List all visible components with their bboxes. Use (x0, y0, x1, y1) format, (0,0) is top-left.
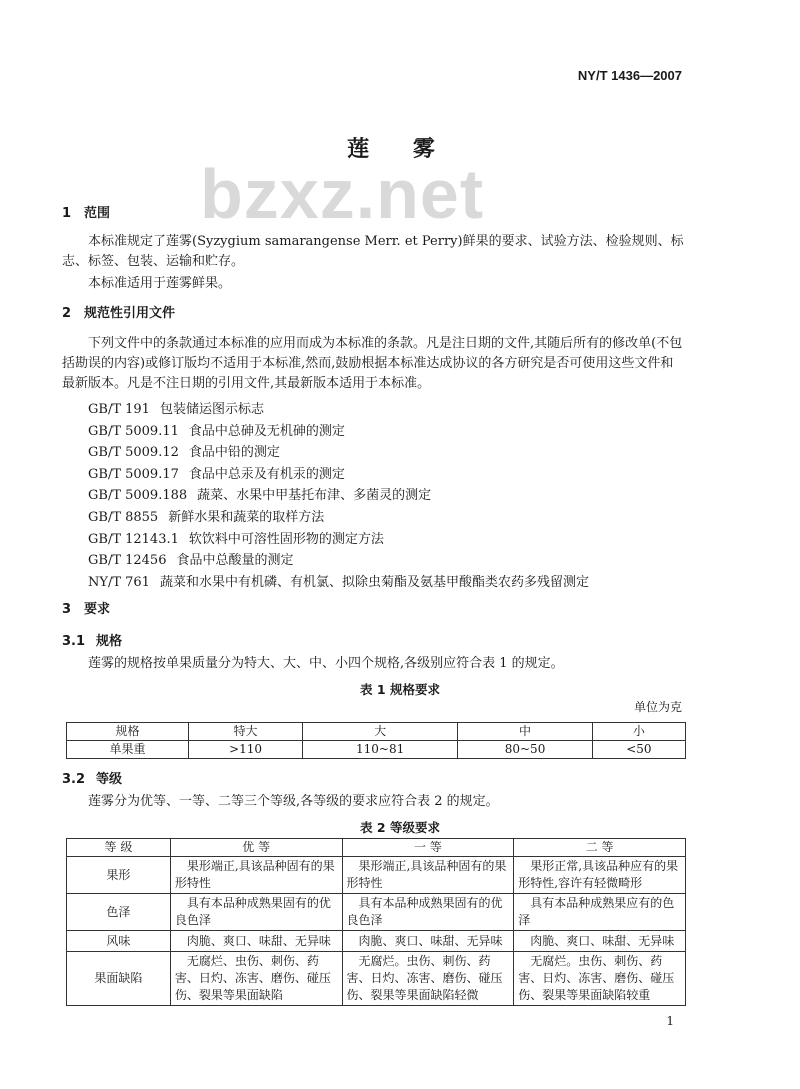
section-number: 3 (62, 602, 72, 617)
paragraph-grades: 莲雾分为优等、一等、二等三个等级,各等级的要求应符合表 2 的规定。 (88, 794, 499, 809)
table-header-cell: 小 (592, 723, 685, 741)
table-cell: 具有本品种成熟果固有的优良色泽 (170, 894, 342, 931)
table-header-cell: 中 (458, 723, 593, 741)
reference-name: 食品中总酸量的测定 (176, 553, 294, 569)
table-cell: 果形正常,具该品种应有的果形特性,容许有轻微畸形 (514, 857, 686, 894)
table-cell: 果形 (67, 857, 171, 894)
reference-code: GB/T 191 (88, 402, 150, 417)
table-cell: 风味 (67, 931, 171, 952)
table-cell: 果形端正,具该品种固有的果形特性 (342, 857, 514, 894)
table-header-cell: 二 等 (514, 839, 686, 857)
table-header-cell: 特大 (189, 723, 303, 741)
table-cell: 肉脆、爽口、味甜、无异味 (170, 931, 342, 952)
table-header-cell: 等 级 (67, 839, 171, 857)
reference-name: 新鲜水果和蔬菜的取样方法 (168, 509, 325, 525)
standard-number: NY/T 1436—2007 (577, 68, 682, 83)
table-header-row (67, 839, 686, 857)
table-row (67, 741, 686, 759)
table-cell: 色泽 (67, 894, 171, 931)
reference-code: GB/T 5009.12 (88, 445, 179, 461)
paragraph-specification: 莲雾的规格按单果质量分为特大、大、中、小四个规格,各级别应符合表 1 的规定。 (88, 656, 564, 671)
reference-name: 包装储运图示标志 (159, 402, 264, 417)
paragraph-references-intro: 下列文件中的条款通过本标准的应用而成为本标准的条款。凡是注日期的文件,其随后所有的修改单(不包括勘误的内容)或修订版均不适用于本标准,然而,鼓励根据本标准达成协议的各方研究是否可使用这些文件和最新版本。凡是不注日期的引用文件,其最新版本适用于本标准。 (62, 336, 683, 392)
reference-name: 软饮料中可溶性固形物的测定方法 (188, 531, 384, 547)
reference-code: GB/T 5009.188 (88, 488, 188, 504)
section-heading-specification (62, 632, 122, 652)
table-cell: 具有本品种成熟果固有的优良色泽 (342, 894, 514, 931)
document-title: 莲 雾 (347, 137, 453, 162)
section-number: 2 (62, 306, 72, 321)
section-number: 3.1 (62, 634, 86, 649)
table-cell: 无腐烂。虫伤、刺伤、药害、日灼、冻害、磨伤、碰压伤、裂果等果面缺陷轻微 (342, 952, 514, 1006)
reference-item (88, 443, 589, 465)
table-row (67, 931, 686, 952)
section-number: 3.2 (62, 772, 86, 787)
table-header-cell: 规格 (67, 723, 189, 741)
grade-table (66, 838, 686, 1006)
page-number: 1 (666, 1014, 674, 1028)
table-cell: 果面缺陷 (67, 952, 171, 1006)
section-number: 1 (62, 206, 72, 221)
reference-name: 食品中总汞及有机汞的测定 (188, 466, 345, 482)
reference-code: NY/T 761 (88, 574, 150, 590)
table-header-row (67, 723, 686, 741)
section-title: 规格 (96, 634, 123, 649)
table2-caption: 表 2 等级要求 (360, 820, 440, 835)
reference-name: 蔬菜、水果中甲基托布津、多菌灵的测定 (197, 488, 432, 504)
section-heading-grades (62, 770, 122, 790)
specification-table (66, 722, 686, 759)
reference-item (88, 573, 589, 595)
table-cell: 80~50 (458, 741, 593, 759)
reference-code: GB/T 8855 (88, 509, 159, 525)
table-row (67, 952, 686, 1006)
section-title: 要求 (84, 602, 111, 617)
table-cell: 无腐烂。虫伤、刺伤、药害、日灼、冻害、磨伤、碰压伤、裂果等果面缺陷较重 (514, 952, 686, 1006)
reference-name: 蔬菜和水果中有机磷、有机氯、拟除虫菊酯及氨基甲酸酯类农药多残留测定 (159, 574, 589, 590)
section-heading-scope (62, 204, 110, 224)
reference-code: GB/T 12456 (88, 553, 167, 569)
table-header-cell: 大 (302, 723, 457, 741)
table-cell: <50 (592, 741, 685, 759)
reference-code: GB/T 5009.11 (88, 423, 179, 439)
reference-name: 食品中铅的测定 (188, 445, 280, 461)
reference-code: GB/T 12143.1 (88, 531, 179, 547)
reference-item (88, 400, 589, 422)
table-cell: 肉脆、爽口、味甜、无异味 (514, 931, 686, 952)
table-header-cell: 优 等 (170, 839, 342, 857)
table-cell: 具有本品种成熟果应有的色泽 (514, 894, 686, 931)
reference-item (88, 422, 589, 444)
reference-list (88, 400, 589, 594)
section-heading-requirements (62, 600, 110, 620)
table-cell: 单果重 (67, 741, 189, 759)
paragraph-applicability: 本标准适用于莲雾鲜果。 (88, 276, 232, 291)
table-row (67, 857, 686, 894)
reference-code: GB/T 5009.17 (88, 466, 179, 482)
reference-item (88, 551, 589, 573)
reference-item (88, 465, 589, 487)
table-cell: 无腐烂、虫伤、刺伤、药害、日灼、冻害、磨伤、碰压伤、裂果等果面缺陷 (170, 952, 342, 1006)
paragraph-scope: 本标准规定了莲雾(Syzygium samarangense Merr. et Perry)鲜果的要求、试验方法、检验规则、标志、标签、包装、运输和贮存。 (62, 234, 684, 270)
table1-caption: 表 1 规格要求 (360, 682, 440, 697)
section-title: 规范性引用文件 (84, 306, 176, 321)
watermark: bzxz.net (200, 155, 485, 233)
reference-item (88, 486, 589, 508)
reference-item (88, 530, 589, 552)
table-cell: 果形端正,具该品种固有的果形特性 (170, 857, 342, 894)
reference-item (88, 508, 589, 530)
reference-name: 食品中总砷及无机砷的测定 (188, 423, 345, 439)
table-cell: >110 (189, 741, 303, 759)
table-cell: 110~81 (302, 741, 457, 759)
section-title: 范围 (84, 206, 111, 221)
table-row (67, 894, 686, 931)
table-header-cell: 一 等 (342, 839, 514, 857)
section-heading-references (62, 304, 175, 324)
table1-unit: 单位为克 (633, 700, 682, 714)
section-title: 等级 (96, 772, 123, 787)
table-cell: 肉脆、爽口、味甜、无异味 (342, 931, 514, 952)
